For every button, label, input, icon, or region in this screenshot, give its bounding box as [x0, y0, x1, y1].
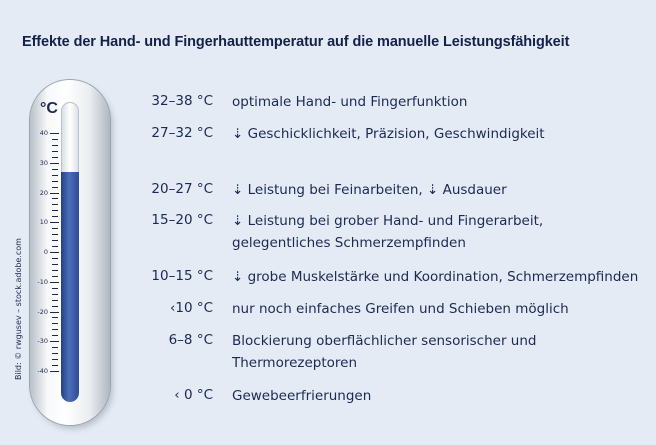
effect-line: ⇣ Leistung bei grober Hand- und Fingerarbeit, — [232, 213, 544, 229]
effect-line: ⇣ Leistung bei Feinarbeiten, ⇣ Ausdauer — [232, 182, 507, 198]
effect-line: nur noch einfaches Greifen und Schieben möglich — [232, 301, 569, 317]
scale-minor-tick — [52, 228, 58, 229]
range-label: ‹10 °C — [169, 300, 213, 316]
image-credit: Bild: © rwgusev – stock.adobe.com — [14, 238, 23, 380]
scale-minor-tick — [52, 264, 58, 265]
effect-text — [232, 91, 467, 113]
scale-major-tick — [50, 163, 59, 164]
scale-tick-label: -20 — [37, 307, 48, 316]
scale-minor-tick — [52, 359, 58, 360]
scale-tick-label: 40 — [39, 129, 48, 137]
scale-major-tick — [50, 252, 59, 253]
scale-minor-tick — [52, 198, 58, 199]
scale-minor-tick — [52, 323, 58, 324]
effect-line: Thermorezeptoren — [232, 355, 358, 371]
effect-text — [232, 385, 371, 407]
effect-text — [232, 330, 537, 374]
effect-text — [232, 298, 569, 320]
effect-line: Gewebeerfrierungen — [232, 388, 372, 404]
range-label: 32–38 °C — [151, 93, 213, 109]
scale-tick-label: 0 — [43, 248, 48, 256]
scale-minor-tick — [52, 234, 58, 235]
scale-minor-tick — [52, 145, 58, 146]
effect-line: ⇣ Geschicklichkeit, Präzision, Geschwindigkeit — [232, 126, 545, 142]
scale-minor-tick — [52, 353, 58, 354]
scale-minor-tick — [52, 329, 58, 330]
scale-minor-tick — [52, 157, 58, 158]
celsius-unit-label: °C — [40, 100, 58, 117]
range-label: 27–32 °C — [151, 125, 213, 141]
scale-tick-label: 30 — [39, 158, 48, 167]
effect-line: Blockierung oberflächlicher sensorischer und — [232, 333, 537, 349]
effect-line: gelegentliches Schmerzempfinden — [232, 235, 466, 251]
effect-line: optimale Hand- und Fingerfunktion — [232, 94, 468, 110]
scale-minor-tick — [52, 294, 58, 295]
effect-line: ⇣ grobe Muskelstärke und Koordination, Schmerzempfinden — [232, 269, 639, 285]
range-label: 15–20 °C — [151, 212, 213, 228]
scale-tick-label: 20 — [39, 188, 48, 197]
scale-minor-tick — [52, 288, 58, 289]
scale-minor-tick — [52, 175, 58, 176]
scale-tick-label: -30 — [37, 337, 48, 346]
scale-tick-label: -10 — [37, 277, 48, 286]
effect-text — [232, 266, 638, 288]
scale-tick-label: -40 — [37, 367, 48, 375]
range-label: 6–8 °C — [168, 332, 213, 348]
range-label: ‹ 0 °C — [174, 387, 213, 403]
scale-minor-tick — [52, 258, 58, 259]
scale-tick-label: 10 — [39, 218, 48, 227]
effect-text — [232, 210, 543, 254]
page-title: Effekte der Hand- und Fingerhauttemperatur auf die manuelle Leistungsfähigkeit — [22, 34, 570, 50]
scale-minor-tick — [52, 240, 58, 241]
effect-text — [232, 123, 545, 145]
effect-text — [232, 179, 507, 201]
scale-minor-tick — [52, 169, 58, 170]
scale-minor-tick — [52, 317, 58, 318]
scale-minor-tick — [52, 246, 58, 247]
scale-minor-tick — [52, 365, 58, 366]
range-label: 10–15 °C — [151, 268, 213, 284]
thermometer-tube — [61, 102, 79, 402]
scale-minor-tick — [52, 204, 58, 205]
scale-major-tick — [50, 371, 59, 372]
thermometer-fill — [61, 172, 79, 402]
scale-minor-tick — [52, 151, 58, 152]
range-label: 20–27 °C — [151, 181, 213, 197]
